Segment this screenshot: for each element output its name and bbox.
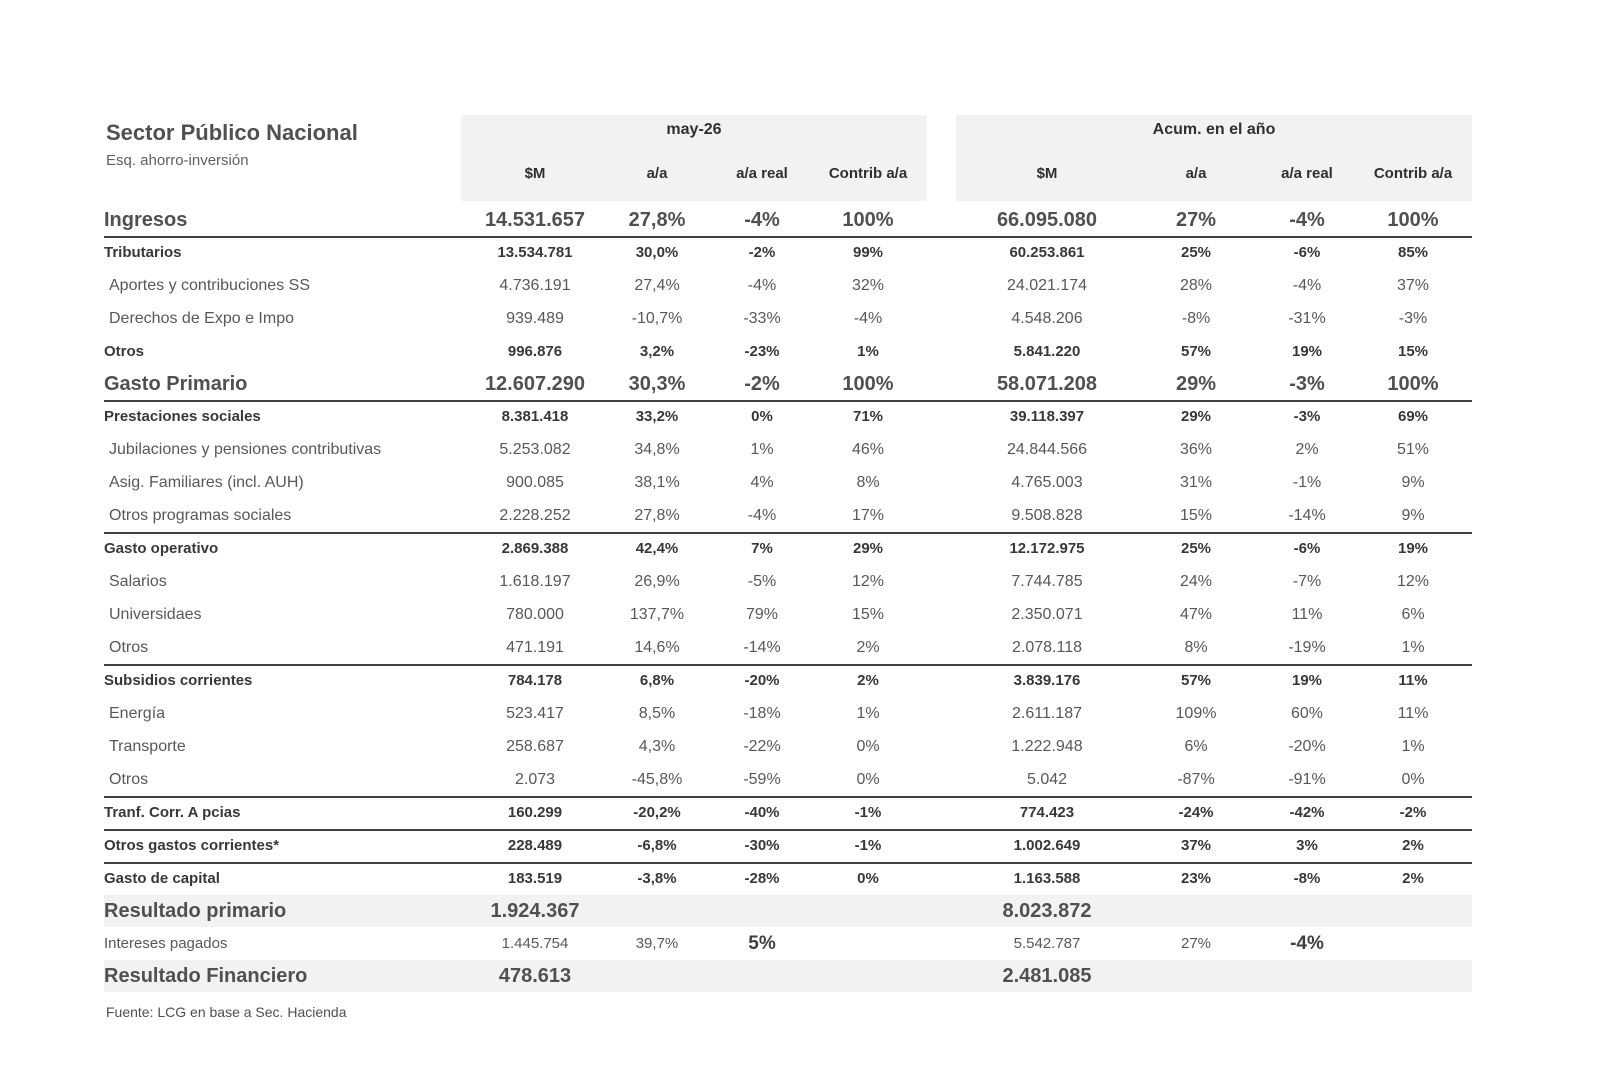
cell-month-amount: 14.531.657 [484,208,586,231]
cell-month-amount: 478.613 [498,964,572,987]
cell-month-contrib: 15% [851,605,885,623]
table-row [104,400,1472,433]
column-header-month-amount: $M [524,165,546,182]
cell-month-yoy: -45,8% [631,770,683,788]
cell-month-amount: 160.299 [507,804,563,821]
cell-month-contrib: 2% [857,672,879,689]
row-label: Gasto Primario [104,372,248,395]
table-row [104,204,1472,238]
cell-month-amount: 471.191 [506,638,564,656]
cell-cum-amount: 39.118.397 [1009,408,1085,425]
cell-month-yoy: 39,7% [635,935,679,952]
cell-cum-amount: 2.350.071 [1011,605,1083,623]
cell-month-yoy-real: -2% [744,372,780,395]
cell-month-yoy: -20,2% [633,804,681,821]
cell-month-yoy: 33,2% [635,408,679,425]
cell-month-contrib [788,895,948,927]
cell-month-yoy-real: 7% [751,540,773,557]
row-label: Subsidios corrientes [104,672,253,689]
cell-cum-amount: 58.071.208 [996,372,1098,395]
cell-month-amount: 183.519 [507,870,563,887]
row-label: Gasto operativo [104,540,219,557]
cell-cum-yoy: 29% [1175,372,1217,395]
cell-cum-contrib: 11% [1397,704,1429,722]
cell-cum-yoy: 36% [1179,440,1213,458]
cell-cum-amount: 5.042 [1026,770,1068,788]
table-row [104,829,1472,864]
row-label: Otros [109,638,149,656]
cell-cum-contrib: 85% [1397,244,1429,261]
cell-cum-yoy-real: -91% [1288,770,1326,788]
cell-month-yoy-real: 79% [745,605,779,623]
table-row [104,664,1472,697]
cell-month-contrib: 46% [851,440,885,458]
cell-month-amount: 523.417 [506,704,564,722]
cell-month-yoy: 42,4% [635,540,679,557]
cell-cum-amount: 774.423 [1019,804,1075,821]
cell-cum-yoy-real: -20% [1288,737,1326,755]
cell-month-amount: 228.489 [507,837,563,854]
table-row [104,927,1472,960]
cell-cum-yoy: 37% [1180,837,1212,854]
cell-cum-yoy: -24% [1178,804,1214,821]
cell-month-yoy: -3,8% [637,870,677,887]
cell-month-contrib: 12% [851,572,885,590]
cell-month-contrib: 71% [852,408,884,425]
row-label: Aportes y contribuciones SS [109,276,310,294]
cell-month-yoy: 27,8% [634,506,680,524]
cell-cum-yoy-real: -4% [1292,276,1322,294]
row-label: Tranf. Corr. A pcias [104,804,241,821]
cell-cum-yoy-real: -19% [1288,638,1326,656]
cell-month-yoy-real: -22% [743,737,781,755]
cell-cum-amount: 5.542.787 [1013,935,1081,952]
cell-month-yoy-real: 5% [748,932,776,954]
table-row [104,631,1472,666]
cell-month-amount: 4.736.191 [499,276,571,294]
cell-cum-amount: 5.841.220 [1013,343,1081,360]
cell-month-amount: 12.607.290 [484,372,586,395]
cell-cum-yoy-real: 60% [1290,704,1324,722]
row-label: Asig. Familiares (incl. AUH) [109,473,304,491]
cell-cum-yoy-real: -14% [1288,506,1326,524]
cell-cum-contrib: 2% [1402,837,1424,854]
row-label: Intereses pagados [104,935,228,952]
cell-month-amount: 1.618.197 [499,572,571,590]
row-label: Otros programas sociales [109,506,292,524]
row-label: Otros [109,770,149,788]
table-title: Sector Público Nacional [106,120,358,145]
cell-month-yoy: 137,7% [629,605,685,623]
cell-cum-yoy-real: -31% [1288,309,1326,327]
cell-cum-yoy-real: 19% [1291,343,1323,360]
cell-cum-contrib [1333,895,1493,927]
cell-cum-yoy-real: 3% [1296,837,1318,854]
cell-cum-contrib: 9% [1401,506,1425,524]
cell-cum-contrib: 0% [1401,770,1425,788]
cell-cum-amount: 4.548.206 [1011,309,1083,327]
table-row [104,532,1472,565]
cell-cum-amount: 7.744.785 [1011,572,1083,590]
cell-cum-yoy-real: 2% [1295,440,1319,458]
table-row [104,960,1472,992]
cell-month-yoy: 26,9% [634,572,680,590]
cell-cum-yoy-real: -1% [1292,473,1322,491]
cell-cum-yoy-real: -8% [1293,870,1321,887]
table-row [104,730,1472,763]
cell-cum-yoy: 27% [1180,935,1212,952]
cell-month-yoy: 30,0% [635,244,679,261]
row-label: Energía [109,704,166,722]
cell-cum-yoy: 57% [1180,672,1212,689]
cell-cum-amount: 8.023.872 [1002,899,1092,922]
cell-cum-amount: 1.163.588 [1013,870,1081,887]
cell-cum-contrib: 12% [1396,572,1430,590]
cell-cum-contrib: -3% [1398,309,1428,327]
cell-month-contrib: 17% [851,506,885,524]
cell-month-yoy-real: -28% [744,870,780,887]
column-header-month-yoy-real: a/a real [736,165,788,182]
row-label: Derechos de Expo e Impo [109,309,294,327]
cell-month-yoy-real: -30% [744,837,780,854]
cell-month-yoy-real: 0% [751,408,773,425]
column-header-cum-amount: $M [1036,165,1058,182]
cell-month-amount: 784.178 [507,672,563,689]
column-header-cum-yoy: a/a [1185,165,1207,182]
cell-cum-yoy: 25% [1180,540,1212,557]
cell-month-yoy-real: -14% [743,638,781,656]
cell-month-yoy-real: -40% [744,804,780,821]
cell-cum-amount: 2.611.187 [1012,704,1082,722]
cell-month-yoy-real: -18% [743,704,781,722]
cell-cum-contrib: 1% [1401,737,1425,755]
cell-cum-yoy: 27% [1175,208,1217,231]
cell-month-amount: 258.687 [506,737,564,755]
cell-cum-contrib: 69% [1397,408,1429,425]
cell-month-amount: 900.085 [506,473,564,491]
cell-cum-amount: 3.839.176 [1013,672,1081,689]
cell-month-amount: 1.445.754 [501,935,569,952]
cell-cum-amount: 12.172.975 [1009,540,1085,557]
table-row [104,368,1472,402]
table-row [104,565,1472,598]
cell-cum-contrib: 37% [1396,276,1430,294]
cell-cum-contrib: -2% [1399,804,1427,821]
cell-cum-amount: 2.481.085 [1002,964,1092,987]
cell-cum-yoy-real: 11% [1291,605,1323,623]
row-label: Resultado primario [104,899,287,922]
row-label: Resultado Financiero [104,964,308,987]
cell-month-contrib [788,960,948,992]
group-header-month: may-26 [666,121,722,138]
table-row [104,697,1472,730]
cell-cum-yoy-real: 19% [1291,672,1323,689]
cell-cum-amount: 9.508.828 [1011,506,1083,524]
cell-month-yoy: 34,8% [634,440,680,458]
cell-month-yoy-real: -4% [744,208,780,231]
cell-cum-yoy: 6% [1184,737,1208,755]
cell-month-contrib [788,927,948,960]
row-label: Universidaes [109,605,202,623]
cell-cum-yoy: 47% [1179,605,1213,623]
cell-month-yoy: -10,7% [631,309,683,327]
column-header-cum-yoy-real: a/a real [1281,165,1333,182]
table-row [104,433,1472,466]
cell-month-contrib: 0% [856,737,880,755]
cell-month-contrib: 8% [856,473,880,491]
cell-cum-yoy: 28% [1179,276,1213,294]
group-header-cumulative: Acum. en el año [1152,121,1276,138]
cell-month-contrib: -4% [853,309,883,327]
cell-cum-yoy: 8% [1184,638,1208,656]
cell-month-yoy: 27,8% [628,208,686,231]
row-label: Prestaciones sociales [104,408,261,425]
cell-month-yoy: 3,2% [639,343,675,360]
table-row [104,269,1472,302]
row-label: Gasto de capital [104,870,220,887]
cell-cum-amount: 24.844.566 [1006,440,1088,458]
cell-cum-contrib: 2% [1402,870,1424,887]
cell-month-contrib: 2% [856,638,880,656]
cell-cum-contrib: 1% [1401,638,1425,656]
cell-cum-amount: 4.765.003 [1011,473,1083,491]
cell-cum-yoy-real: -42% [1289,804,1325,821]
cell-month-yoy-real: 1% [750,440,774,458]
column-header-month-contrib: Contrib a/a [828,165,908,182]
cell-cum-contrib [1333,927,1493,960]
cell-cum-yoy: -87% [1177,770,1215,788]
table-row [104,895,1472,927]
cell-month-yoy-real: -20% [744,672,780,689]
cell-month-contrib: 1% [856,704,880,722]
table-row [104,763,1472,798]
cell-cum-yoy-real: -7% [1292,572,1322,590]
cell-month-amount: 8.381.418 [501,408,569,425]
cell-cum-amount: 1.002.649 [1013,837,1081,854]
table-row [104,302,1472,335]
table-row [104,862,1472,897]
cell-cum-contrib: 6% [1401,605,1425,623]
cell-month-amount: 996.876 [507,343,563,360]
row-label: Jubilaciones y pensiones contributivas [109,440,382,458]
cell-month-contrib: 1% [857,343,879,360]
cell-cum-amount: 60.253.861 [1009,244,1085,261]
cell-cum-contrib: 51% [1396,440,1430,458]
table-row [104,335,1472,368]
cell-cum-yoy-real: -3% [1293,408,1321,425]
cell-month-contrib: -1% [854,837,882,854]
cell-cum-yoy: 24% [1179,572,1213,590]
cell-cum-contrib: 100% [1387,208,1439,231]
cell-month-yoy: -6,8% [637,837,677,854]
cell-month-contrib: 100% [842,372,894,395]
cell-month-amount: 5.253.082 [499,440,571,458]
table-row [104,499,1472,534]
table-subtitle: Esq. ahorro-inversión [106,152,249,169]
cell-cum-yoy: 57% [1180,343,1212,360]
cell-cum-amount: 2.078.118 [1012,638,1082,656]
cell-month-amount: 2.869.388 [501,540,569,557]
cell-month-yoy: 27,4% [634,276,680,294]
cell-month-contrib: 29% [852,540,884,557]
cell-cum-yoy-real: -6% [1293,244,1321,261]
cell-cum-contrib: 15% [1397,343,1429,360]
cell-cum-yoy: 23% [1180,870,1212,887]
cell-month-yoy: 4,3% [638,737,676,755]
cell-cum-yoy-real: -4% [1289,208,1325,231]
table-row [104,466,1472,499]
cell-cum-yoy: -8% [1181,309,1211,327]
cell-month-amount: 2.073 [514,770,556,788]
cell-month-yoy: 30,3% [628,372,686,395]
cell-month-contrib: 0% [856,770,880,788]
cell-cum-amount: 1.222.948 [1011,737,1083,755]
cell-cum-yoy-real: -6% [1293,540,1321,557]
cell-cum-contrib: 9% [1401,473,1425,491]
cell-month-amount: 780.000 [506,605,564,623]
cell-cum-yoy: 25% [1180,244,1212,261]
row-label: Ingresos [104,208,188,231]
cell-month-yoy-real: -4% [747,276,777,294]
source-note: Fuente: LCG en base a Sec. Hacienda [106,1004,347,1020]
cell-month-yoy-real: -4% [747,506,777,524]
row-label: Transporte [109,737,186,755]
cell-cum-contrib: 11% [1398,672,1428,689]
cell-month-amount: 2.228.252 [499,506,571,524]
row-label: Otros gastos corrientes* [104,837,280,854]
cell-cum-yoy-real: -4% [1290,932,1324,954]
cell-month-contrib: 0% [857,870,879,887]
cell-cum-yoy: 109% [1175,704,1217,722]
row-label: Otros [104,343,145,360]
cell-cum-contrib [1333,960,1493,992]
table-row [104,236,1472,269]
row-label: Tributarios [104,244,182,261]
table-row [104,598,1472,631]
cell-cum-contrib: 19% [1397,540,1429,557]
cell-cum-yoy: 29% [1180,408,1212,425]
cell-month-yoy: 14,6% [634,638,680,656]
cell-month-contrib: 32% [851,276,885,294]
cell-month-yoy-real: -2% [748,244,776,261]
column-header-cum-contrib: Contrib a/a [1373,165,1453,182]
cell-month-contrib: 100% [842,208,894,231]
cell-cum-yoy: 15% [1179,506,1213,524]
cell-month-yoy: 38,1% [634,473,680,491]
cell-cum-contrib: 100% [1387,372,1439,395]
cell-cum-yoy: 31% [1179,473,1213,491]
cell-month-yoy-real: -5% [747,572,777,590]
cell-cum-amount: 66.095.080 [996,208,1098,231]
cell-month-contrib: -1% [854,804,882,821]
cell-month-amount: 1.924.367 [490,899,580,922]
cell-month-yoy: 8,5% [638,704,676,722]
cell-month-yoy-real: -23% [744,343,780,360]
cell-month-yoy-real: 4% [750,473,774,491]
column-header-month-yoy: a/a [646,165,668,182]
cell-cum-amount: 24.021.174 [1006,276,1088,294]
cell-month-yoy-real: -59% [743,770,781,788]
table-row [104,796,1472,831]
row-label: Salarios [109,572,167,590]
cell-month-contrib: 99% [852,244,884,261]
cell-cum-yoy-real: -3% [1289,372,1325,395]
cell-month-yoy-real: -33% [743,309,781,327]
cell-month-amount: 13.534.781 [497,244,573,261]
cell-month-yoy: 6,8% [639,672,675,689]
cell-month-amount: 939.489 [506,309,564,327]
